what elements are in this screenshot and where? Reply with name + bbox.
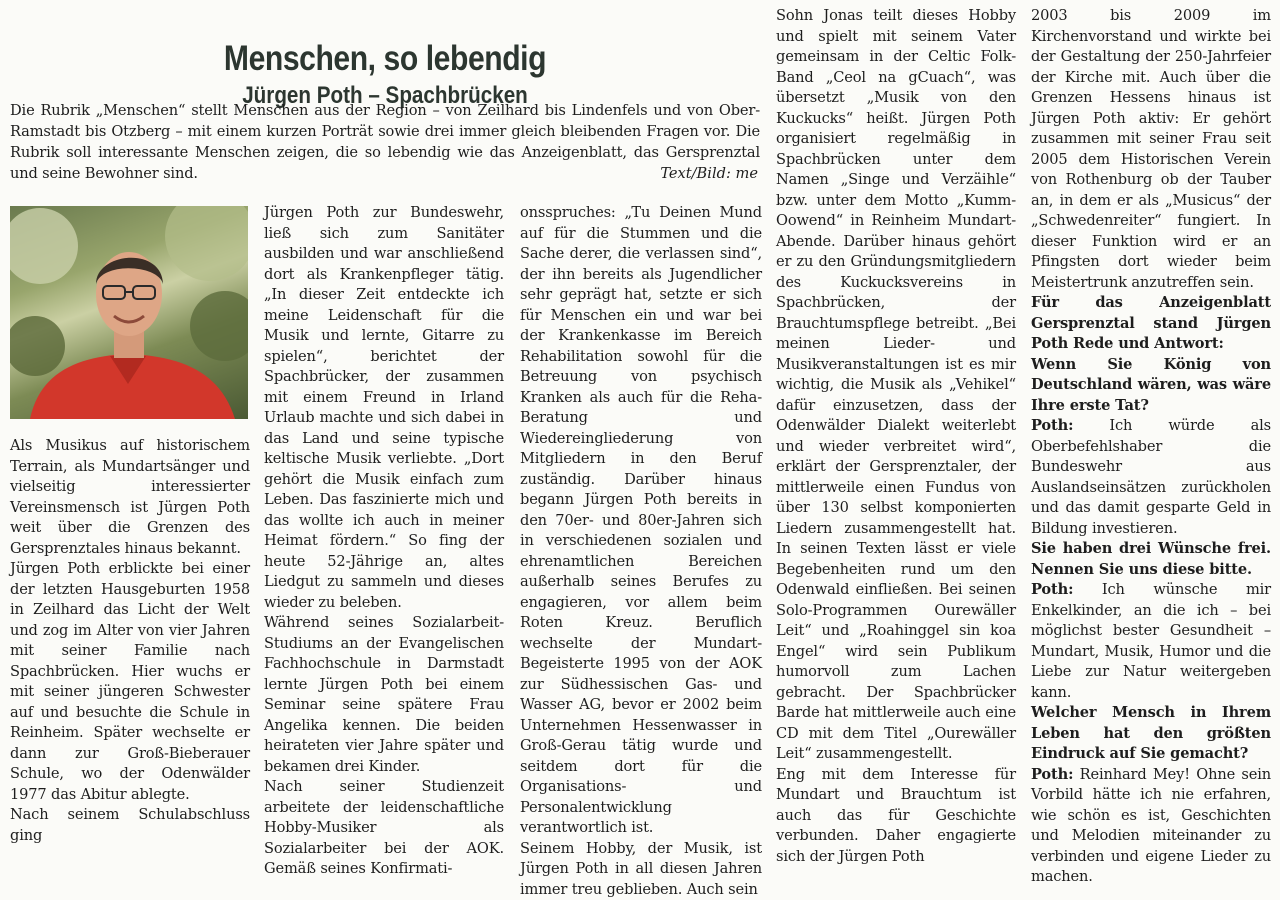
answer-label: Poth: — [1031, 766, 1073, 783]
paragraph: Jürgen Poth erblickte bei einer der letzten Hausgeburten 1958 in Zeilhard das Licht der Welt und zog im Alter von vier Jahren mit seiner Familie nach Spachbrücken. Hier wuchs er mit seiner jüngeren Schwester auf und besuchte die Schule in Reinheim. Später wechselte er dann zur Groß-Bieberauer Schule, wo der Odenwälder 1977 das Abitur ablegte. — [10, 559, 250, 805]
paragraph: Eng mit dem Interesse für Mundart und Brauchtum ist auch das für Geschichte verbunden. Daher engagierte sich der Jürgen Poth — [776, 765, 1016, 868]
paragraph: Seinem Hobby, der Musik, ist Jürgen Poth in all diesen Jahren immer treu geblieben. Auch sein — [520, 839, 762, 900]
interview-answer-2 — [1031, 580, 1271, 703]
interview-answer-3 — [1031, 765, 1271, 888]
paragraph: 2003 bis 2009 im Kirchenvorstand und wirkte bei der Gestaltung der 250-Jahrfeier der Kirche mit. Auch über die Grenzen Hessens hinaus ist Jürgen Poth aktiv: Er gehört zusammen mit seiner Frau seit 2005 dem Historischen Verein von Rothenburg ob der Tauber an, in dem er als „Musicus“ der „Schwedenreiter“ fungiert. In dieser Funktion wird er an Pfingsten dort wieder beim Meistertrunk anzutreffen sein. — [1031, 6, 1271, 293]
paragraph: onsspruches: „Tu Deinen Mund auf für die Stummen und die Sache derer, die verlassen sind“, der ihn bereits als Jugendlicher sehr geprägt hat, setzte er sich für Menschen ein und war bei der Krankenkasse im Bereich Rehabilitation sowohl für die Betreuung von psychisch Kranken als auch für die Reha-Beratung und Wiedereingliederung von Mitgliedern in den Beruf zuständig. Darüber hinaus begann Jürgen Poth bereits in den 70er- und 80er-Jahren sich in verschiedenen sozialen und ehrenamtlichen Bereichen außerhalb seines Berufes zu engagieren, vor allem beim Roten Kreuz. Beruflich wechselte der Mundart-Begeisterte 1995 von der AOK zur Südhessischen Gas- und Wasser AG, bevor er 2002 beim Unternehmen Hessenwasser in Groß-Gerau tätig wurde und seitdem dort für die Organisations- und Personalentwicklung verantwortlich ist. — [520, 203, 762, 839]
answer-text: Ich wünsche mir Enkelkinder, an die ich – bei möglichst bester Gesundheit – Mundart, Musik, Humor und die Liebe zur Natur weitergeben kann. — [1031, 581, 1271, 701]
article-subtitle: Jürgen Poth – Spachbrücken — [183, 80, 587, 112]
paragraph: Nach seinem Schulabschluss ging — [10, 805, 250, 846]
article-intro: Die Rubrik „Menschen“ stellt Menschen aus der Region – von Zeilhard bis Lindenfels und von Ober-Ramstadt bis Otzberg – mit einem kurzen Porträt sowie drei immer gleich bleibenden Fragen vor. Die Rubrik soll interessante Menschen zeigen, die so lebendig wie das Anzeigenblatt, das Gersprenztal und seine Bewohner sind. — [10, 100, 760, 184]
paragraph: Während seines Sozialarbeit-Studiums an der Evangelischen Fachhochschule in Darmstadt lernte Jürgen Poth bei einem Seminar seine spätere Frau Angelika kennen. Die beiden heirateten vier Jahre später und bekamen drei Kinder. — [264, 613, 504, 777]
answer-label: Poth: — [1031, 417, 1073, 434]
answer-label: Poth: — [1031, 581, 1073, 598]
interview-question-2: Sie haben drei Wünsche frei. Nennen Sie uns diese bitte. — [1031, 539, 1271, 580]
article-column-4 — [776, 6, 1016, 867]
interview-question-1: Wenn Sie König von Deutschland wären, was wäre Ihre erste Tat? — [1031, 355, 1271, 417]
interview-answer-1 — [1031, 416, 1271, 539]
article-column-2 — [264, 203, 504, 880]
paragraph: Sohn Jonas teilt dieses Hobby und spielt mit seinem Vater gemeinsam in der Celtic Folk-Band „Ceol na gCuach“, was übersetzt „Musik von den Kuckucks“ heißt. Jürgen Poth organisiert regelmäßig in Spachbrücken unter dem Namen „Singe und Verzäihle“ bzw. unter dem Motto „Kumm-Oowend“ in Reinheim Mundart-Abende. Darüber hinaus gehört er zu den Gründungsmitgliedern des Kuckucksvereins in Spachbrücken, der Brauchtumspflege betreibt. „Bei meinen Lieder- und Musikveranstaltungen ist es mir wichtig, die Musik als „Vehikel“ dafür einzusetzen, dass der Odenwälder Dialekt weiterlebt und wieder verbreitet wird“, erklärt der Gersprenztaler, der mittlerweile einen Fundus von über 130 selbst komponierten Liedern zusammengestellt hat. In seinen Texten lässt er viele Begebenheiten rund um den Odenwald einfließen. Bei seinen Solo-Programmen Ourewäller Leit“ und „Roahinggel sin koa Engel“ wird sein Publikum humorvoll zum Lachen gebracht. Der Spachbrücker Barde hat mittlerweile auch eine CD mit dem Titel „Ourewäller Leit“ zusammengestellt. — [776, 6, 1016, 765]
paragraph: Als Musikus auf historischem Terrain, als Mundartsänger und vielseitig interessierter Vereinsmensch ist Jürgen Poth weit über die Grenzen des Gersprenztales hinaus bekannt. — [10, 436, 250, 559]
article-title: Menschen, so lebendig — [183, 37, 587, 81]
paragraph: Jürgen Poth zur Bundeswehr, ließ sich zum Sanitäter ausbilden und war anschließend dort als Krankenpfleger tätig. „In dieser Zeit entdeckte ich meine Leidenschaft für die Musik und lernte, Gitarre zu spielen“, berichtet der Spachbrücker, der zusammen mit einem Freund in Irland Urlaub machte und sich dabei in das Land und seine typische keltische Musik verliebte. „Dort gehört die Musik einfach zum Leben. Das faszinierte mich und das wollte ich auch in meiner Heimat fördern.“ So fing der heute 52-Jährige an, altes Liedgut zu sammeln und dieses wieder zu beleben. — [264, 203, 504, 613]
answer-text: Ich würde als Oberbefehlshaber die Bundeswehr aus Auslandseinsätzen zurückholen und das damit gesparte Geld in Bildung investieren. — [1031, 417, 1271, 537]
interview-question-3: Welcher Mensch in Ihrem Leben hat den größten Eindruck auf Sie gemacht? — [1031, 703, 1271, 765]
article-column-5 — [1031, 6, 1271, 888]
article-credit: Text/Bild: me — [560, 163, 758, 184]
article-column-3 — [520, 203, 762, 900]
interview-lead: Für das Anzeigenblatt Gersprenztal stand Jürgen Poth Rede und Antwort: — [1031, 293, 1271, 355]
answer-text: Reinhard Mey! Ohne sein Vorbild hätte ich nie erfahren, wie schön es ist, Geschichten und Melodien miteinander zu verbinden und eigene Lieder zu machen. — [1031, 766, 1271, 886]
article-column-1 — [10, 436, 250, 846]
portrait-photo-icon — [10, 206, 248, 419]
portrait-photo — [10, 206, 248, 419]
paragraph: Nach seiner Studienzeit arbeitete der leidenschaftliche Hobby-Musiker als Sozialarbeiter bei der AOK. Gemäß seines Konfirmati- — [264, 777, 504, 880]
